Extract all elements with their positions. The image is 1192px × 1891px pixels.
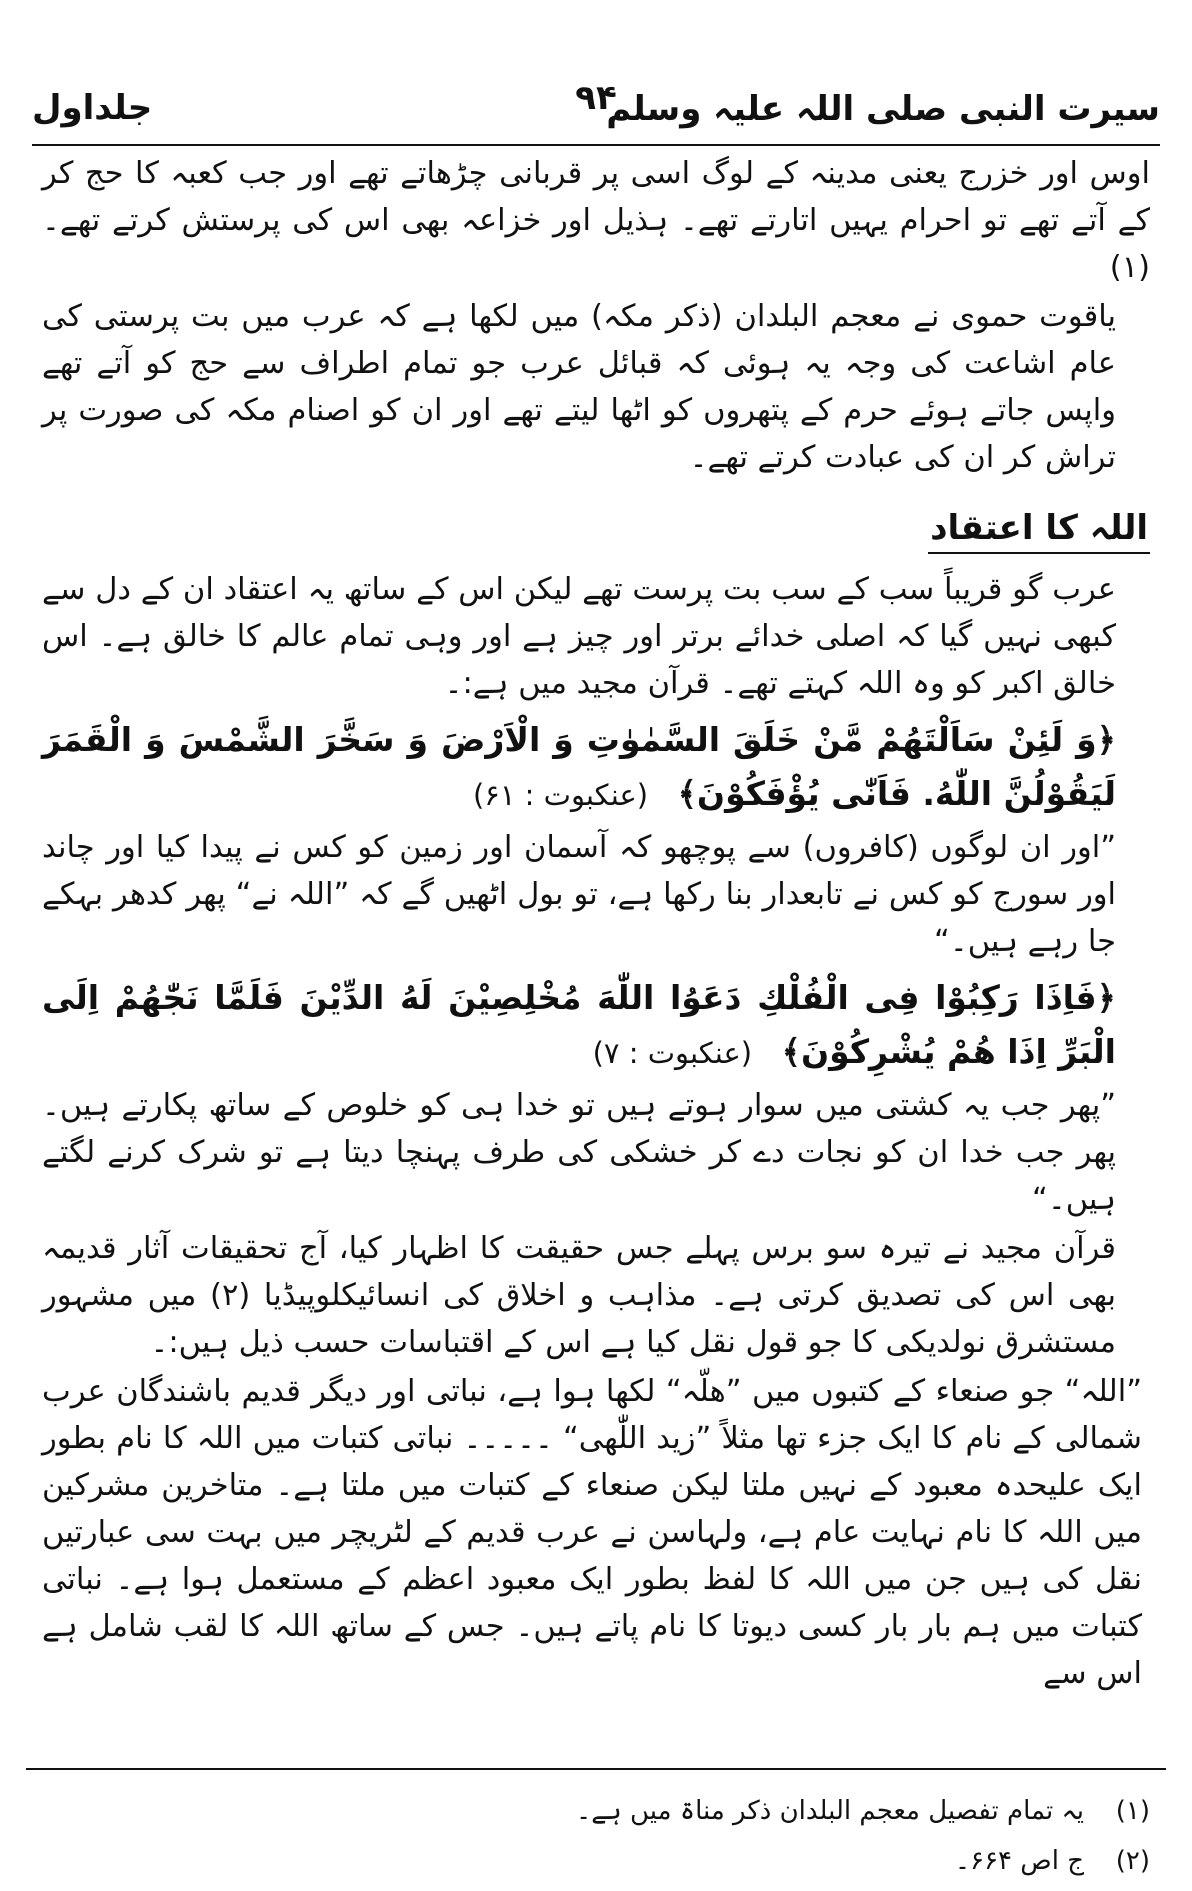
verse-2-translation: ”پھر جب یہ کشتی میں سوار ہوتے ہیں تو خدا ہی کو خلوص کے ساتھ پکارتے ہیں۔ پھر جب خدا ان کو نجات دے کر خشکی کی طرف پہنچا دیتا ہے تو شرک کرنے لگتے ہیں۔“ xyxy=(42,1088,1116,1217)
footnote-1 xyxy=(42,1786,1150,1836)
paragraph-yaqut-hamawi: یاقوت حموی نے معجم البلدان (ذکر مکہ) میں لکھا ہے کہ عرب میں بت پرستی کی عام اشاعت کی وجہ یہ ہوئی کہ قبائل عرب جو تمام اطراف سے حج کو آتے تھے واپس جاتے ہوئے حرم کے پتھروں کو اٹھا لیتے تھے اور ان کو اصنام مکہ کی صورت پر تراش کر ان کی عبادت کرتے تھے۔ xyxy=(42,299,1116,475)
footnote-1-text: یہ تمام تفصیل معجم البلدان ذکر مناۃ میں ہے۔ xyxy=(576,1796,1084,1826)
verse-2-arabic: ﴿فَاِذَا رَكِبُوْا فِى الْفُلْكِ دَعَوُا اللّٰهَ مُخْلِصِيْنَ لَهُ الدِّيْنَ فَلَمَّا نَجّٰهُمْ اِلَى الْبَرِّ اِذَا هُمْ يُشْرِكُوْنَ﴾ xyxy=(42,978,1116,1071)
running-title: سیرت النبی صلی اللہ علیہ وسلم xyxy=(606,88,1160,129)
verse-1-arabic: ﴿وَ لَئِنْ سَاَلْتَهُمْ مَّنْ خَلَقَ السَّمٰوٰتِ وَ الْاَرْضَ وَ سَخَّرَ الشَّمْسَ وَ الْقَمَرَ لَيَقُوْلُنَّ اللّٰهُ. فَاَنّٰى يُؤْفَكُوْنَ﴾ xyxy=(42,720,1116,813)
verse-2-reference: (عنکبوت : ۷) xyxy=(592,1036,753,1070)
page-header xyxy=(32,78,1160,138)
footnote-1-number: (۱) xyxy=(1115,1796,1150,1826)
footnotes xyxy=(42,1786,1150,1886)
verse-1 xyxy=(42,713,1150,822)
footnote-2-number: (۲) xyxy=(1115,1846,1150,1876)
footnote-divider xyxy=(26,1768,1166,1770)
paragraph-encyclopedia: قرآن مجید نے تیرہ سو برس پہلے جس حقیقت کا اظہار کیا، آج تحقیقات آثار قدیمہ بھی اس کی تصدیق کرتی ہے۔ مذاہب و اخلاق کی انسائیکلوپیڈیا (۲) میں مشہور مستشرق نولدیکی کا جو قول نقل کیا ہے اس کے اقتباسات حسب ذیل ہیں:۔ xyxy=(42,1231,1116,1360)
verse-2 xyxy=(42,971,1150,1080)
quoted-passage: ”اللہ“ جو صنعاء کے کتبوں میں ”ھلّہ“ لکھا ہوا ہے، نباتی اور دیگر قدیم باشندگان عرب شمالی کے نام کا ایک جزء تھا مثلاً ”زید اللّٰھی“ ۔۔۔۔۔ نباتی کتبات میں اللہ کا نام بطور ایک علیحدہ معبود کے نہیں ملتا لیکن صنعاء کے کتبات میں ملتا ہے۔ متاخرین مشرکین میں اللہ کا نام نہایت عام ہے، ولہاسن نے عرب قدیم کے لٹریچر میں بہت سی عبارتیں نقل کی ہیں جن میں اللہ کا لفظ بطور ایک معبود اعظم کے مستعمل ہوا ہے۔ نباتی کتبات میں ہم بار بار کسی دیوتا کا نام پاتے ہیں۔ جس کے ساتھ اللہ کا لقب شامل ہے اس سے xyxy=(42,1374,1142,1691)
section-heading: اللہ کا اعتقاد xyxy=(928,505,1150,554)
verse-1-reference: (عنکبوت : ۶۱) xyxy=(472,778,649,812)
paragraph-aws-khazraj: اوس اور خزرج یعنی مدینہ کے لوگ اسی پر قربانی چڑھاتے تھے اور جب کعبہ کا حج کر کے آتے تھے تو احرام یہیں اتارتے تھے۔ ہذیل اور خزاعہ بھی اس کی پرستش کرتے تھے۔ (۱) xyxy=(42,156,1150,285)
volume-label: جلداول xyxy=(32,88,153,128)
footnote-2 xyxy=(42,1836,1150,1886)
header-divider xyxy=(32,144,1160,146)
page-body xyxy=(42,150,1150,1699)
page-number: ۹۴ xyxy=(575,78,617,118)
footnote-2-text: ج اص ۶۶۴۔ xyxy=(954,1846,1084,1876)
verse-1-translation: ”اور ان لوگوں (کافروں) سے پوچھو کہ آسمان اور زمین کو کس نے پیدا کیا اور چاند اور سورج کو کس نے تابعدار بنا رکھا ہے، تو بول اٹھیں گے کہ ”اللہ نے“ پھر کدھر بہکے جا رہے ہیں۔“ xyxy=(42,830,1116,959)
section-intro: عرب گو قریباً سب کے سب بت پرست تھے لیکن اس کے ساتھ یہ اعتقاد ان کے دل سے کبھی نہیں گیا کہ اصلی خدائے برتر اور چیز ہے اور وہی تمام عالم کا خالق ہے۔ اس خالق اکبر کو وہ اللہ کہتے تھے۔ قرآن مجید میں ہے:۔ xyxy=(42,572,1116,701)
